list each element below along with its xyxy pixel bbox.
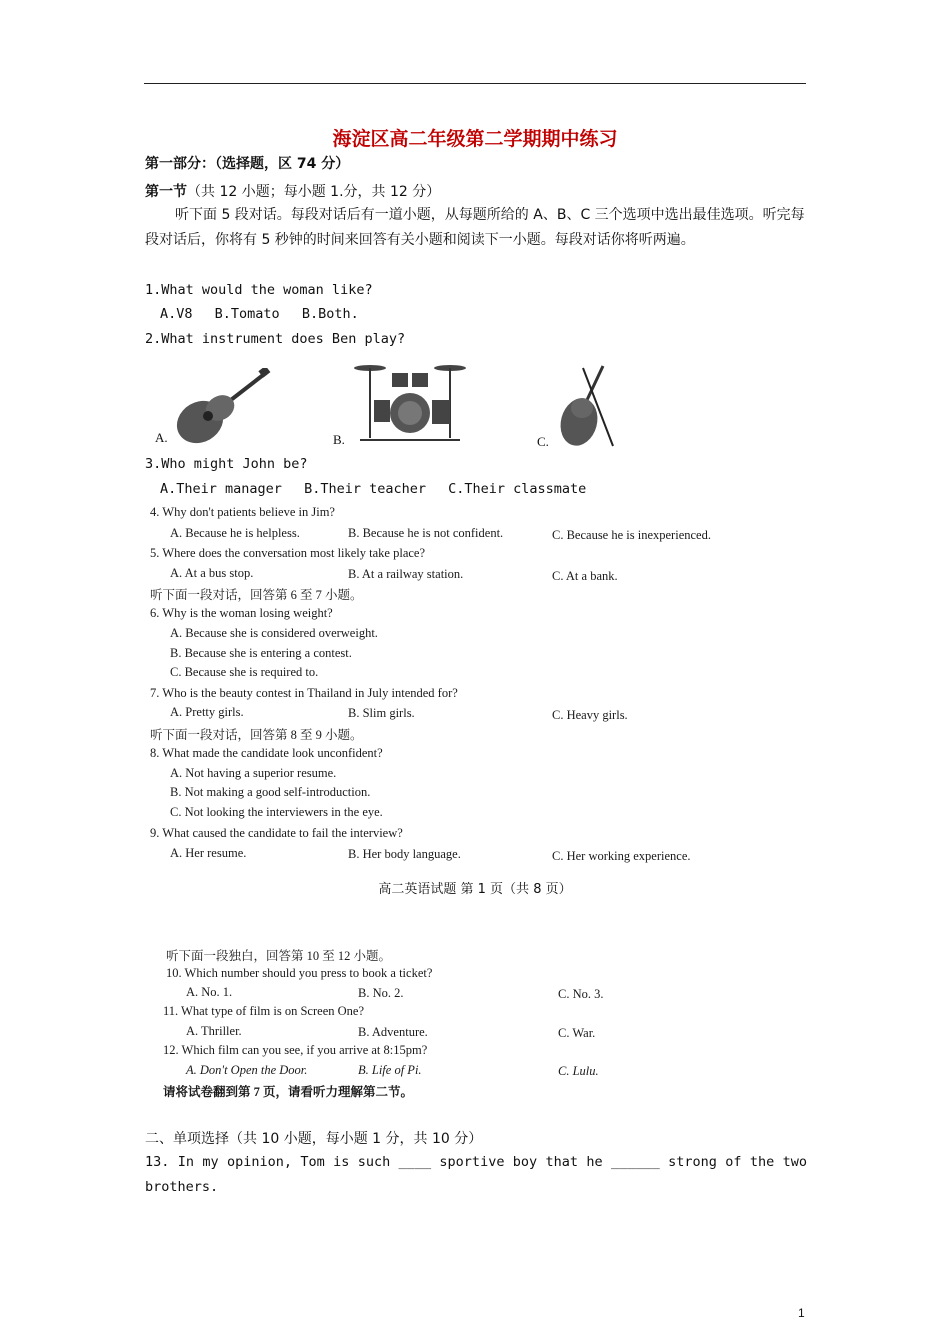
option: A. Because he is helpless. [170, 526, 300, 540]
option: A. Pretty girls. [170, 705, 244, 719]
question-1-options [160, 306, 373, 322]
option-label: C. [537, 434, 549, 449]
option: B. Because she is entering a contest. [170, 646, 352, 660]
section-intro: 听下面一段对话，回答第 8 至 9 小题。 [150, 728, 363, 742]
section-2-heading: 二、单项选择（共 10 小题，每小题 1 分，共 10 分） [145, 1131, 483, 1147]
option: B. No. 2. [358, 986, 404, 1000]
scan-page-footer: 高二英语试题 第 1 页（共 8 页） [378, 882, 572, 897]
question-9: 9. What caused the candidate to fail the interview? [150, 826, 403, 840]
option: C. Not looking the interviewers in the eye. [170, 805, 383, 819]
option-label: B. [333, 432, 345, 447]
option: B. At a railway station. [348, 567, 464, 581]
question-8: 8. What made the candidate look unconfident? [150, 746, 383, 760]
option: B. Not making a good self-introduction. [170, 785, 371, 799]
option: B.Tomato [214, 306, 280, 322]
option: A.V8 [160, 306, 193, 322]
violin-icon [555, 360, 620, 454]
guitar-icon [172, 368, 272, 452]
option: B.Both. [301, 306, 359, 322]
turn-page-note: 请将试卷翻到第 7 页，请看听力理解第二节。 [163, 1085, 414, 1099]
option: C. Because he is inexperienced. [552, 528, 711, 542]
option: B. Her body language. [348, 847, 461, 861]
option: A. Her resume. [170, 846, 247, 860]
section-intro: 听下面一段对话，回答第 6 至 7 小题。 [150, 588, 363, 602]
question-7: 7. Who is the beauty contest in Thailand in July intended for? [150, 686, 458, 700]
header-rule [144, 83, 806, 84]
option-text: A. Don't Open the Door. [186, 1063, 308, 1077]
option: A. At a bus stop. [170, 566, 254, 580]
option-label: A. [155, 430, 168, 445]
option: C. Her working experience. [552, 849, 691, 863]
question-11: 11. What type of film is on Screen One? [163, 1004, 364, 1018]
question-12: 12. Which film can you see, if you arrive at 8:15pm? [163, 1043, 428, 1057]
option [558, 1064, 599, 1079]
part-heading: 第一部分：（选择题，区 74 分） [145, 156, 350, 172]
option: B.Their teacher [304, 481, 426, 497]
option: A. Because she is considered overweight. [170, 626, 378, 640]
option: A. Not having a superior resume. [170, 766, 337, 780]
option: B. Because he is not confident. [348, 526, 504, 540]
option: C. No. 3. [558, 987, 604, 1001]
question-2: 2.What instrument does Ben play? [145, 331, 406, 347]
option: C. War. [558, 1026, 596, 1040]
option-text: B. Life of Pi. [358, 1063, 422, 1077]
option: C. Heavy girls. [552, 708, 628, 722]
section-rest: （共 12 小题；每小题 1.分，共 12 分） [187, 184, 441, 200]
question-4: 4. Why don't patients believe in Jim? [150, 505, 335, 519]
option: A. Thriller. [186, 1024, 242, 1038]
question-1: 1.What would the woman like? [145, 282, 373, 298]
option [186, 1063, 307, 1078]
section-intro: 听下面一段独白，回答第 10 至 12 小题。 [166, 949, 392, 963]
option: B. Adventure. [358, 1025, 428, 1039]
option: A. No. 1. [186, 985, 233, 999]
question-5: 5. Where does the conversation most likely take place? [150, 546, 426, 560]
option: C. Because she is required to. [170, 665, 319, 679]
section-head: 第一节 [145, 184, 187, 200]
option-text: C. Lulu. [558, 1064, 599, 1078]
question-3-options [160, 481, 600, 497]
page-number: 1 [798, 1306, 805, 1320]
option: A.Their manager [160, 481, 282, 497]
drum-kit-icon [350, 358, 470, 447]
section-heading [145, 181, 440, 201]
option [358, 1063, 422, 1078]
option: C.Their classmate [448, 481, 587, 497]
option: C. At a bank. [552, 569, 618, 583]
instructions-text: 听下面 5 段对话。每段对话后有一道小题，从每题所给的 A、B、C 三个选项中选出最佳选项。听完每段对话后，你将有 5 秒钟的时间来回答有关小题和阅读下一小题。每段对话你将听两遍。 [145, 207, 805, 248]
question-6: 6. Why is the woman losing weight? [150, 606, 333, 620]
question-13: 13. In my opinion, Tom is such ____ sportive boy that he ______ strong of the two brothers. [145, 1154, 807, 1195]
question-3: 3.Who might John be? [145, 456, 308, 472]
question-10: 10. Which number should you press to book a ticket? [166, 966, 433, 980]
page-title: 海淀区高二年级第二学期期中练习 [332, 128, 618, 150]
instructions [145, 203, 807, 253]
option: B. Slim girls. [348, 706, 415, 720]
